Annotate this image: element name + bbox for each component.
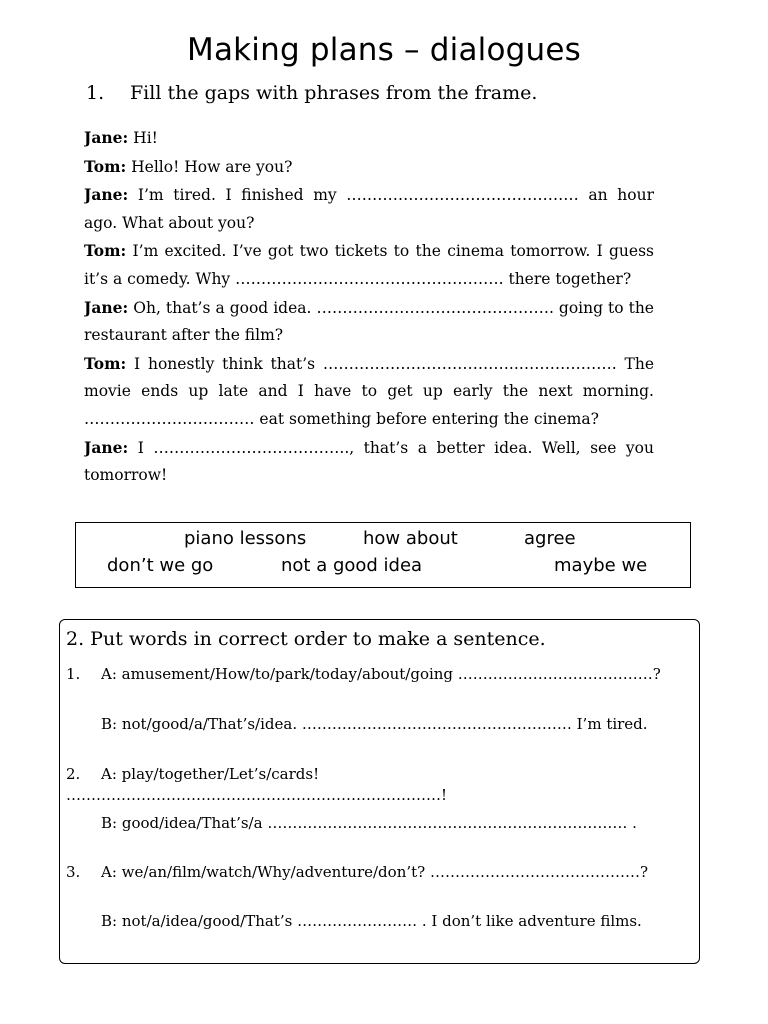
item-text: good/idea/That’s/a ……………………………………………………………… . xyxy=(121,814,637,832)
frame-phrase: don’t we go xyxy=(107,555,214,576)
item-number: 2. xyxy=(66,765,81,783)
item-number: 3. xyxy=(66,863,81,881)
speaker-name: Jane: xyxy=(84,185,129,205)
speaker-name: Tom: xyxy=(84,241,127,261)
frame-phrase: maybe we xyxy=(554,555,648,576)
speaker-name: Jane: xyxy=(84,437,129,457)
item-text: play/together/Let’s/cards! …………………………………………………………………! xyxy=(66,765,448,804)
item-text: not/a/idea/good/That’s …………………… . I don’t like adventure films. xyxy=(121,912,642,930)
speaker-name: Jane: xyxy=(84,128,129,147)
dialogue-text: Hello! How are you? xyxy=(131,157,293,176)
item-2-a xyxy=(66,764,692,806)
frame-phrase: how about xyxy=(363,528,458,549)
dialogue-line xyxy=(84,124,654,153)
speaker-label: B: xyxy=(101,912,118,930)
item-1-b xyxy=(66,714,692,735)
phrase-frame xyxy=(75,522,691,588)
speaker-label: B: xyxy=(101,814,118,832)
frame-phrase: agree xyxy=(524,528,576,549)
item-text: not/good/a/That’s/idea. ……………………………………………… I’m tired. xyxy=(121,715,648,733)
speaker-label: A: xyxy=(101,665,117,683)
dialogue-line xyxy=(84,294,654,350)
speaker-name: Tom: xyxy=(84,353,127,373)
page-title: Making plans – dialogues xyxy=(187,32,581,68)
dialogue-text: Oh, that’s a good idea. ………………………………………. going to the restaurant after the film? xyxy=(84,298,654,345)
item-2-b xyxy=(66,813,692,834)
speaker-name: Jane: xyxy=(84,297,129,317)
task-2-box xyxy=(59,619,700,964)
task-1-number: 1. xyxy=(86,82,105,104)
dialogue-line xyxy=(84,434,654,490)
item-1-a xyxy=(66,664,692,685)
dialogue-text: I’m excited. I’ve got two tickets to the cinema tomorrow. I guess it’s a comedy. Why ……………………………………………. there together? xyxy=(84,242,654,288)
frame-phrase: piano lessons xyxy=(184,528,307,549)
item-3-a xyxy=(66,862,692,883)
item-3-b xyxy=(66,911,692,932)
item-number: 1. xyxy=(66,665,81,683)
task-2-heading: 2. Put words in correct order to make a sentence. xyxy=(66,628,546,650)
speaker-name: Tom: xyxy=(84,156,127,176)
dialogue-line xyxy=(84,350,654,434)
frame-phrase: not a good idea xyxy=(281,555,423,576)
dialogue-line xyxy=(84,237,654,293)
task-1-text: Fill the gaps with phrases from the frame. xyxy=(130,82,538,104)
dialogue-text: I ……………………………….., that’s a better idea. Well, see you tomorrow! xyxy=(84,438,654,485)
speaker-label: A: xyxy=(101,765,117,783)
dialogue xyxy=(84,124,654,522)
dialogue-line xyxy=(84,181,654,237)
speaker-label: A: xyxy=(101,863,117,881)
speaker-label: B: xyxy=(101,715,118,733)
dialogue-line xyxy=(84,153,654,182)
item-text: we/an/film/watch/Why/adventure/don’t? ……………………………………? xyxy=(121,863,648,881)
dialogue-text: I’m tired. I finished my ……………………………………… an hour ago. What about you? xyxy=(84,186,654,232)
task-1-instruction xyxy=(86,82,537,104)
dialogue-text: I honestly think that’s ………………………………..………………. The movie ends up late and I have to get up early the next morning. …………………………… eat something before entering the cinema? xyxy=(84,354,654,428)
dialogue-text: Hi! xyxy=(133,129,158,147)
item-text: amusement/How/to/park/today/about/going …………………………………? xyxy=(121,665,661,683)
